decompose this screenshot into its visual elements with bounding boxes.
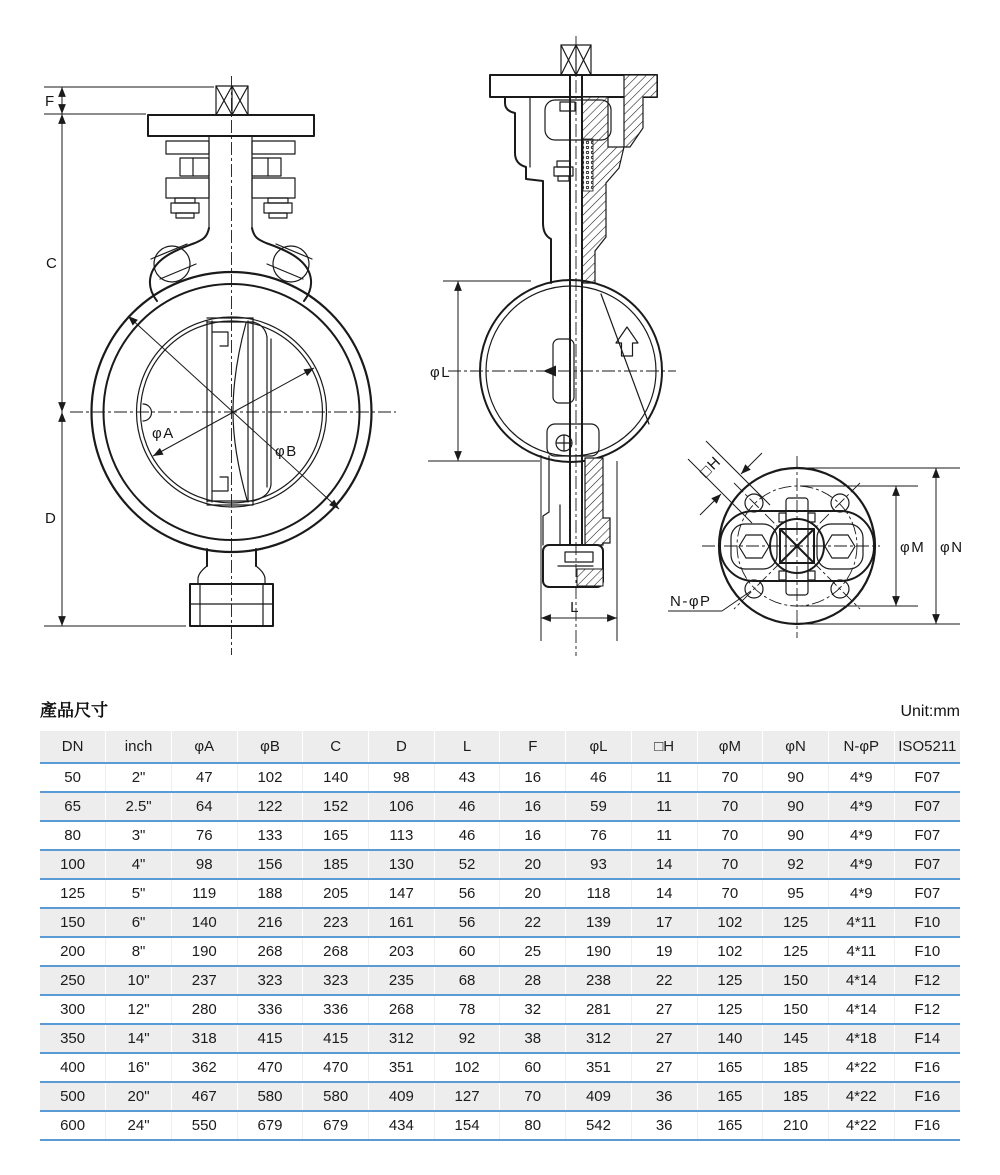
- table-cell: 16: [500, 763, 566, 792]
- table-cell: 11: [631, 821, 697, 850]
- table-cell: 336: [237, 995, 303, 1024]
- table-title: 產品尺寸: [40, 701, 108, 720]
- table-cell: 5": [106, 879, 172, 908]
- table-cell: 70: [697, 763, 763, 792]
- table-cell: 140: [303, 763, 369, 792]
- dim-label-NphiP: N-φP: [670, 593, 712, 610]
- table-cell: 268: [303, 937, 369, 966]
- table-cell: 238: [566, 966, 632, 995]
- column-header: ISO5211: [894, 731, 960, 763]
- table-cell: 102: [434, 1053, 500, 1082]
- table-cell: 50: [40, 763, 106, 792]
- table-cell: F12: [894, 995, 960, 1024]
- table-cell: 11: [631, 792, 697, 821]
- table-cell: 2.5": [106, 792, 172, 821]
- table-cell: 237: [171, 966, 237, 995]
- table-cell: 2": [106, 763, 172, 792]
- table-cell: 125: [697, 966, 763, 995]
- table-cell: 223: [303, 908, 369, 937]
- table-row: [40, 763, 960, 792]
- table-cell: 150: [763, 995, 829, 1024]
- table-cell: 78: [434, 995, 500, 1024]
- table-row: [40, 966, 960, 995]
- column-header: D: [369, 731, 435, 763]
- table-cell: 119: [171, 879, 237, 908]
- table-cell: 102: [697, 908, 763, 937]
- table-cell: 165: [697, 1111, 763, 1140]
- table-cell: 36: [631, 1111, 697, 1140]
- table-cell: 92: [763, 850, 829, 879]
- table-cell: 679: [303, 1111, 369, 1140]
- table-cell: 125: [40, 879, 106, 908]
- table-cell: 4*9: [828, 763, 894, 792]
- table-cell: 125: [763, 937, 829, 966]
- table-cell: 90: [763, 763, 829, 792]
- table-cell: 122: [237, 792, 303, 821]
- table-cell: 679: [237, 1111, 303, 1140]
- table-cell: 140: [171, 908, 237, 937]
- table-cell: 268: [237, 937, 303, 966]
- table-cell: 185: [763, 1053, 829, 1082]
- table-cell: 580: [237, 1082, 303, 1111]
- table-cell: 165: [697, 1082, 763, 1111]
- table-cell: 22: [500, 908, 566, 937]
- front-view-drawing: [44, 76, 396, 655]
- table-cell: 6": [106, 908, 172, 937]
- table-row: [40, 1053, 960, 1082]
- column-header: φM: [697, 731, 763, 763]
- column-header: F: [500, 731, 566, 763]
- table-cell: 125: [763, 908, 829, 937]
- table-cell: 70: [697, 821, 763, 850]
- table-cell: 156: [237, 850, 303, 879]
- table-cell: 60: [434, 937, 500, 966]
- table-cell: 400: [40, 1053, 106, 1082]
- table-cell: F07: [894, 879, 960, 908]
- dimension-table-section: [40, 696, 960, 1141]
- table-cell: 210: [763, 1111, 829, 1140]
- dim-label-D: D: [45, 510, 58, 527]
- dim-label-phiN: φN: [940, 539, 964, 556]
- table-cell: 76: [171, 821, 237, 850]
- table-cell: 312: [566, 1024, 632, 1053]
- table-cell: 323: [303, 966, 369, 995]
- table-cell: 68: [434, 966, 500, 995]
- table-cell: F14: [894, 1024, 960, 1053]
- table-row: [40, 1082, 960, 1111]
- table-cell: 19: [631, 937, 697, 966]
- table-cell: 470: [237, 1053, 303, 1082]
- table-cell: 4*9: [828, 879, 894, 908]
- table-cell: 64: [171, 792, 237, 821]
- table-cell: F10: [894, 937, 960, 966]
- table-cell: 281: [566, 995, 632, 1024]
- column-header: □H: [631, 731, 697, 763]
- table-cell: 20: [500, 850, 566, 879]
- table-cell: 550: [171, 1111, 237, 1140]
- table-cell: 8": [106, 937, 172, 966]
- dim-label-squareH: □H: [696, 452, 725, 481]
- table-cell: 140: [697, 1024, 763, 1053]
- table-cell: 16: [500, 792, 566, 821]
- table-cell: 100: [40, 850, 106, 879]
- table-cell: 56: [434, 879, 500, 908]
- flange-view-drawing: [668, 441, 964, 638]
- column-header: L: [434, 731, 500, 763]
- table-cell: F16: [894, 1053, 960, 1082]
- table-cell: F10: [894, 908, 960, 937]
- table-cell: 318: [171, 1024, 237, 1053]
- table-row: [40, 850, 960, 879]
- table-cell: 150: [40, 908, 106, 937]
- column-header: φN: [763, 731, 829, 763]
- table-row: [40, 1024, 960, 1053]
- table-cell: 161: [369, 908, 435, 937]
- table-cell: 312: [369, 1024, 435, 1053]
- table-row: [40, 792, 960, 821]
- table-cell: 113: [369, 821, 435, 850]
- table-cell: 16: [500, 821, 566, 850]
- table-cell: 235: [369, 966, 435, 995]
- table-cell: 467: [171, 1082, 237, 1111]
- table-cell: 415: [303, 1024, 369, 1053]
- table-cell: 106: [369, 792, 435, 821]
- table-row: [40, 937, 960, 966]
- column-header: φL: [566, 731, 632, 763]
- table-cell: 36: [631, 1082, 697, 1111]
- table-cell: 500: [40, 1082, 106, 1111]
- dim-label-phiL: φL: [430, 364, 452, 381]
- table-cell: 102: [697, 937, 763, 966]
- table-cell: F12: [894, 966, 960, 995]
- dim-label-C: C: [46, 255, 59, 272]
- table-cell: 145: [763, 1024, 829, 1053]
- side-view-drawing: [428, 36, 676, 656]
- column-header: N-φP: [828, 731, 894, 763]
- table-cell: 60: [500, 1053, 566, 1082]
- table-cell: 139: [566, 908, 632, 937]
- table-cell: 470: [303, 1053, 369, 1082]
- table-cell: 185: [303, 850, 369, 879]
- table-cell: 56: [434, 908, 500, 937]
- table-cell: 92: [434, 1024, 500, 1053]
- table-cell: F16: [894, 1111, 960, 1140]
- table-cell: 90: [763, 821, 829, 850]
- table-cell: 4*9: [828, 821, 894, 850]
- table-cell: 24": [106, 1111, 172, 1140]
- table-cell: 434: [369, 1111, 435, 1140]
- table-cell: 20: [500, 879, 566, 908]
- table-cell: 4*18: [828, 1024, 894, 1053]
- table-cell: 351: [369, 1053, 435, 1082]
- table-cell: F07: [894, 850, 960, 879]
- dim-label-phiB: φB: [275, 443, 298, 460]
- table-cell: 59: [566, 792, 632, 821]
- table-row: [40, 995, 960, 1024]
- table-cell: 300: [40, 995, 106, 1024]
- table-cell: 25: [500, 937, 566, 966]
- dimension-table: [40, 731, 960, 1141]
- table-cell: 336: [303, 995, 369, 1024]
- table-cell: 542: [566, 1111, 632, 1140]
- table-cell: 17: [631, 908, 697, 937]
- table-cell: 93: [566, 850, 632, 879]
- table-cell: 98: [171, 850, 237, 879]
- table-cell: 205: [303, 879, 369, 908]
- table-cell: 70: [697, 879, 763, 908]
- dim-label-phiA: φA: [152, 425, 175, 442]
- table-cell: 46: [566, 763, 632, 792]
- table-cell: 580: [303, 1082, 369, 1111]
- table-cell: 20": [106, 1082, 172, 1111]
- table-cell: 70: [500, 1082, 566, 1111]
- dim-label-phiM: φM: [900, 539, 926, 556]
- table-cell: F16: [894, 1082, 960, 1111]
- table-row: [40, 879, 960, 908]
- table-cell: 80: [500, 1111, 566, 1140]
- table-row: [40, 821, 960, 850]
- column-header: inch: [106, 731, 172, 763]
- table-cell: 27: [631, 1024, 697, 1053]
- table-cell: 98: [369, 763, 435, 792]
- table-cell: 11: [631, 763, 697, 792]
- table-cell: 600: [40, 1111, 106, 1140]
- table-cell: 190: [171, 937, 237, 966]
- table-cell: 43: [434, 763, 500, 792]
- table-cell: 250: [40, 966, 106, 995]
- table-cell: 200: [40, 937, 106, 966]
- table-cell: 70: [697, 792, 763, 821]
- table-cell: 280: [171, 995, 237, 1024]
- table-cell: 4*9: [828, 792, 894, 821]
- table-cell: 203: [369, 937, 435, 966]
- table-cell: 28: [500, 966, 566, 995]
- column-header: φB: [237, 731, 303, 763]
- table-cell: 4*22: [828, 1082, 894, 1111]
- table-cell: 90: [763, 792, 829, 821]
- table-cell: 95: [763, 879, 829, 908]
- table-cell: 190: [566, 937, 632, 966]
- table-cell: 150: [763, 966, 829, 995]
- table-cell: 4*22: [828, 1111, 894, 1140]
- table-cell: 4*14: [828, 995, 894, 1024]
- table-cell: 133: [237, 821, 303, 850]
- table-cell: 415: [237, 1024, 303, 1053]
- table-cell: 152: [303, 792, 369, 821]
- table-cell: 3": [106, 821, 172, 850]
- unit-label: Unit:mm: [900, 703, 960, 720]
- table-cell: 76: [566, 821, 632, 850]
- table-cell: 147: [369, 879, 435, 908]
- table-cell: 4*14: [828, 966, 894, 995]
- table-cell: 323: [237, 966, 303, 995]
- table-cell: 70: [697, 850, 763, 879]
- table-cell: F07: [894, 763, 960, 792]
- column-header: φA: [171, 731, 237, 763]
- table-cell: 4*11: [828, 908, 894, 937]
- table-cell: 16": [106, 1053, 172, 1082]
- table-cell: 27: [631, 1053, 697, 1082]
- table-cell: 10": [106, 966, 172, 995]
- table-cell: 46: [434, 792, 500, 821]
- table-cell: 350: [40, 1024, 106, 1053]
- table-cell: 102: [237, 763, 303, 792]
- table-cell: 130: [369, 850, 435, 879]
- table-cell: 127: [434, 1082, 500, 1111]
- table-cell: 65: [40, 792, 106, 821]
- table-header-bar: [40, 696, 960, 721]
- table-cell: 14": [106, 1024, 172, 1053]
- table-cell: 165: [697, 1053, 763, 1082]
- column-header: DN: [40, 731, 106, 763]
- table-row: [40, 1111, 960, 1140]
- table-cell: 216: [237, 908, 303, 937]
- table-cell: 268: [369, 995, 435, 1024]
- table-cell: 47: [171, 763, 237, 792]
- table-cell: 27: [631, 995, 697, 1024]
- table-cell: 14: [631, 879, 697, 908]
- table-cell: 22: [631, 966, 697, 995]
- table-cell: 4*11: [828, 937, 894, 966]
- table-cell: 351: [566, 1053, 632, 1082]
- table-cell: 80: [40, 821, 106, 850]
- table-header-row: [40, 731, 960, 763]
- dim-label-L: L: [570, 599, 580, 616]
- table-cell: 4*9: [828, 850, 894, 879]
- table-cell: 4*22: [828, 1053, 894, 1082]
- table-cell: 154: [434, 1111, 500, 1140]
- table-cell: 52: [434, 850, 500, 879]
- table-cell: 188: [237, 879, 303, 908]
- dim-label-F: F: [45, 93, 56, 110]
- table-cell: 46: [434, 821, 500, 850]
- table-cell: 12": [106, 995, 172, 1024]
- table-cell: 165: [303, 821, 369, 850]
- table-cell: F07: [894, 792, 960, 821]
- table-cell: 32: [500, 995, 566, 1024]
- column-header: C: [303, 731, 369, 763]
- table-row: [40, 908, 960, 937]
- table-cell: 125: [697, 995, 763, 1024]
- table-cell: 38: [500, 1024, 566, 1053]
- table-cell: 118: [566, 879, 632, 908]
- table-cell: 409: [369, 1082, 435, 1111]
- table-cell: 4": [106, 850, 172, 879]
- table-cell: 14: [631, 850, 697, 879]
- table-cell: 409: [566, 1082, 632, 1111]
- table-cell: 185: [763, 1082, 829, 1111]
- table-cell: 362: [171, 1053, 237, 1082]
- table-cell: F07: [894, 821, 960, 850]
